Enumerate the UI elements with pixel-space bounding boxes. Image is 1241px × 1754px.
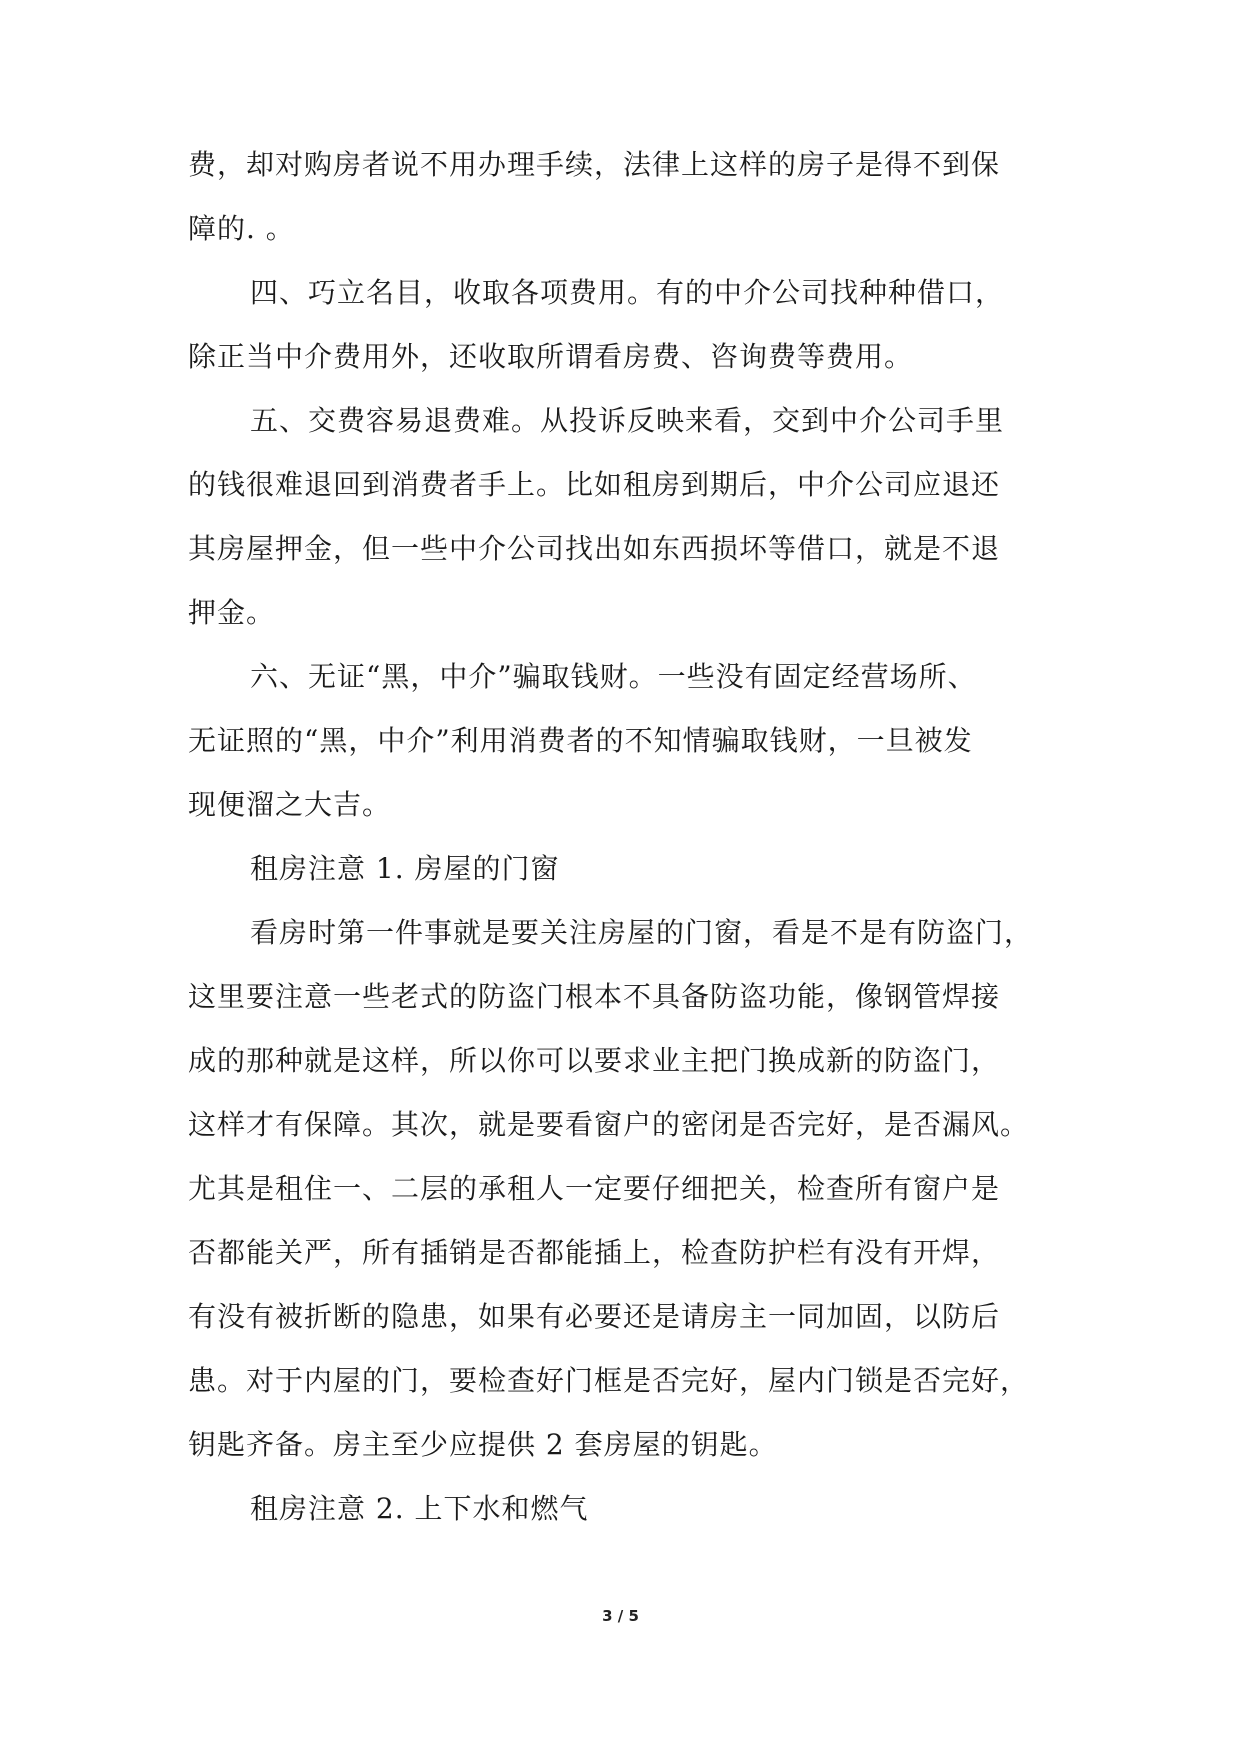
text-line: 障的. 。 — [188, 212, 295, 245]
text-line: 有没有被折断的隐患，如果有必要还是请房主一同加固，以防后 — [188, 1300, 1001, 1333]
text-line: 尤其是租住一、二层的承租人一定要仔细把关，检查所有窗户是 — [188, 1172, 1001, 1205]
text-line: 费，却对购房者说不用办理手续，法律上这样的房子是得不到保 — [188, 148, 1001, 181]
paragraph-start: 六、无证“黑，中介”骗取钱财。一些没有固定经营场所、 — [250, 660, 977, 693]
text-line: 无证照的“黑，中介”利用消费者的不知情骗取钱财，一旦被发 — [188, 724, 973, 757]
text-line: 否都能关严，所有插销是否都能插上，检查防护栏有没有开焊， — [188, 1236, 1001, 1269]
section-heading: 租房注意 1. 房屋的门窗 — [250, 852, 560, 885]
text-line: 患。对于内屋的门，要检查好门框是否完好，屋内门锁是否完好， — [188, 1364, 1030, 1397]
paragraph-start: 看房时第一件事就是要关注房屋的门窗，看是不是有防盗门， — [250, 916, 1034, 949]
document-body — [188, 133, 1058, 1541]
text-line: 钥匙齐备。房主至少应提供 2 套房屋的钥匙。 — [188, 1428, 778, 1461]
text-line: 除正当中介费用外，还收取所谓看房费、咨询费等费用。 — [188, 340, 914, 373]
paragraph-start: 四、巧立名目，收取各项费用。有的中介公司找种种借口， — [250, 276, 1005, 309]
text-line: 现便溜之大吉。 — [188, 788, 392, 821]
text-line: 押金。 — [188, 596, 276, 629]
text-line: 这样才有保障。其次，就是要看窗户的密闭是否完好，是否漏风。 — [188, 1108, 1030, 1141]
text-line: 成的那种就是这样，所以你可以要求业主把门换成新的防盗门， — [188, 1044, 1001, 1077]
section-heading: 租房注意 2. 上下水和燃气 — [250, 1492, 589, 1525]
page-number: 3 / 5 — [602, 1607, 639, 1625]
text-line: 这里要注意一些老式的防盗门根本不具备防盗功能，像钢管焊接 — [188, 980, 1001, 1013]
paragraph-start: 五、交费容易退费难。从投诉反映来看，交到中介公司手里 — [250, 404, 1005, 437]
text-line: 其房屋押金，但一些中介公司找出如东西损坏等借口，就是不退 — [188, 532, 1001, 565]
text-line: 的钱很难退回到消费者手上。比如租房到期后，中介公司应退还 — [188, 468, 1001, 501]
